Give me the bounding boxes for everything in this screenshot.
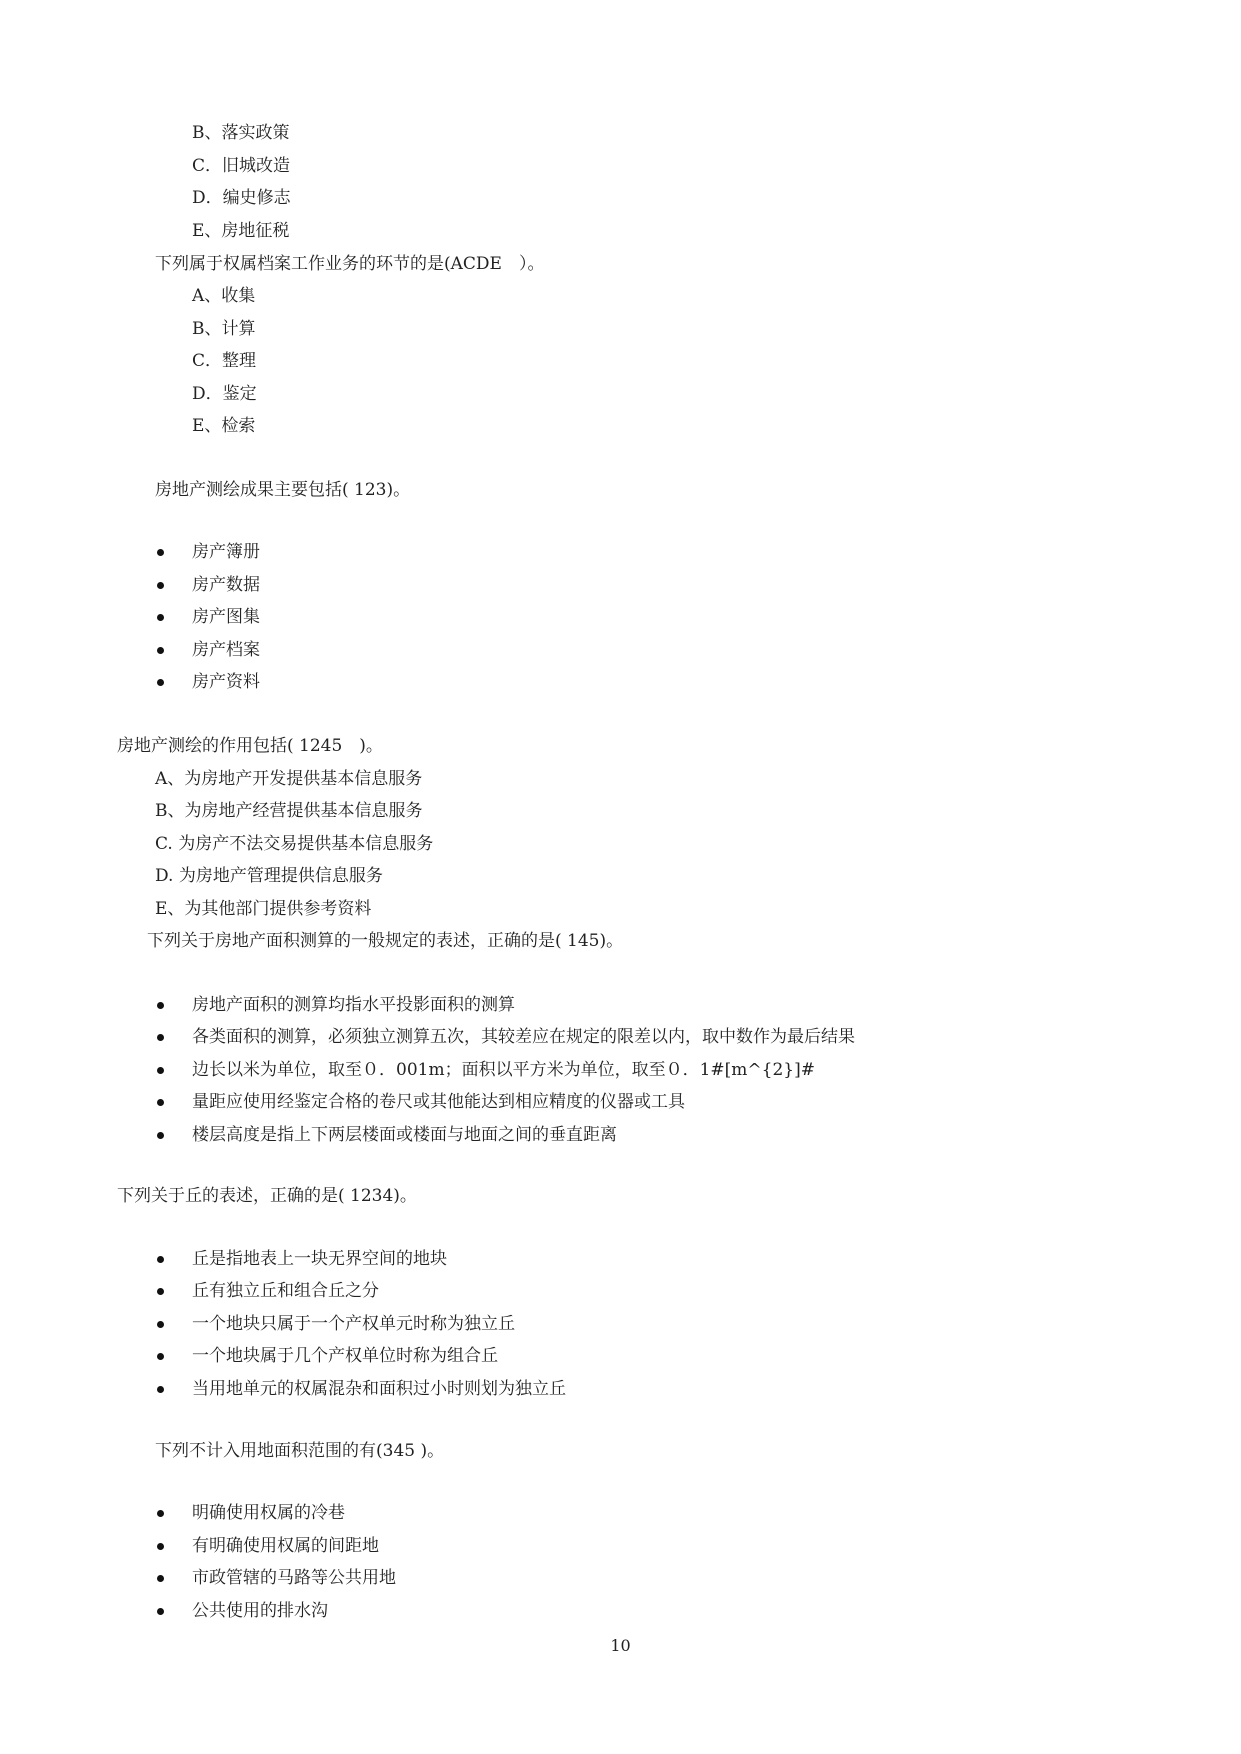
bullet-item: 市政管辖的马路等公共用地 [192, 1568, 396, 1588]
bullet-icon [157, 1608, 164, 1615]
bullet-item: 一个地块属于几个产权单位时称为组合丘 [192, 1346, 498, 1366]
bullet-item: 明确使用权属的冷巷 [192, 1503, 345, 1523]
bullet-item: 一个地块只属于一个产权单元时称为独立丘 [192, 1314, 515, 1334]
bullet-item: 房产资料 [192, 672, 260, 692]
bullet-item: 房产数据 [192, 575, 260, 595]
option-b: B、落实政策 [192, 123, 290, 143]
bullet-item: 房产图集 [192, 607, 260, 627]
bullet-icon [157, 582, 164, 589]
option-c: C．整理 [192, 351, 257, 371]
option-b: B、为房地产经营提供基本信息服务 [155, 801, 423, 821]
bullet-icon [157, 1386, 164, 1393]
bullet-item: 公共使用的排水沟 [192, 1601, 328, 1621]
bullet-icon [157, 647, 164, 654]
bullet-icon [157, 1288, 164, 1295]
option-c: C．旧城改造 [192, 156, 291, 176]
bullet-icon [157, 1132, 164, 1139]
option-e: E、为其他部门提供参考资料 [155, 899, 372, 919]
bullet-item: 房地产面积的测算均指水平投影面积的测算 [192, 995, 515, 1015]
bullet-item: 楼层高度是指上下两层楼面或楼面与地面之间的垂直距离 [192, 1125, 617, 1145]
bullet-icon [157, 1575, 164, 1582]
question-text: 下列属于权属档案工作业务的环节的是(ACDE ）。 [155, 254, 545, 274]
option-a: A、为房地产开发提供基本信息服务 [155, 769, 423, 789]
bullet-item: 边长以米为单位，取至０．001m；面积以平方米为单位，取至０．1#[m^{2}]# [192, 1060, 815, 1080]
option-d: D. 为房地产管理提供信息服务 [155, 866, 383, 886]
bullet-item: 当用地单元的权属混杂和面积过小时则划为独立丘 [192, 1379, 566, 1399]
option-c: C. 为房产不法交易提供基本信息服务 [155, 834, 434, 854]
bullet-icon [157, 679, 164, 686]
option-b: B、计算 [192, 319, 256, 339]
bullet-item: 有明确使用权属的间距地 [192, 1536, 379, 1556]
bullet-item: 量距应使用经鉴定合格的卷尺或其他能达到相应精度的仪器或工具 [192, 1092, 685, 1112]
bullet-icon [157, 614, 164, 621]
option-a: A、收集 [192, 286, 256, 306]
bullet-icon [157, 1034, 164, 1041]
bullet-item: 丘是指地表上一块无界空间的地块 [192, 1249, 447, 1269]
bullet-item: 各类面积的测算，必须独立测算五次，其较差应在规定的限差以内，取中数作为最后结果 [192, 1027, 855, 1047]
option-e: E、检索 [192, 416, 256, 436]
question-text: 下列关于丘的表述，正确的是( 1234)。 [117, 1186, 417, 1206]
bullet-icon [157, 1543, 164, 1550]
bullet-item: 丘有独立丘和组合丘之分 [192, 1281, 379, 1301]
bullet-icon [157, 1099, 164, 1106]
option-d: D．鉴定 [192, 384, 257, 404]
bullet-icon [157, 1510, 164, 1517]
bullet-icon [157, 549, 164, 556]
page-number: 10 [610, 1636, 631, 1655]
bullet-item: 房产档案 [192, 640, 260, 660]
question-text: 下列关于房地产面积测算的一般规定的表述，正确的是( 145)。 [147, 931, 624, 951]
option-e: E、房地征税 [192, 221, 290, 241]
question-text: 下列不计入用地面积范围的有(345 )。 [155, 1441, 445, 1461]
option-d: D．编史修志 [192, 188, 291, 208]
bullet-icon [157, 1321, 164, 1328]
question-text: 房地产测绘的作用包括( 1245 )。 [117, 736, 383, 756]
question-text: 房地产测绘成果主要包括( 123)。 [155, 480, 411, 500]
bullet-item: 房产簿册 [192, 542, 260, 562]
bullet-icon [157, 1256, 164, 1263]
bullet-icon [157, 1353, 164, 1360]
bullet-icon [157, 1002, 164, 1009]
bullet-icon [157, 1067, 164, 1074]
